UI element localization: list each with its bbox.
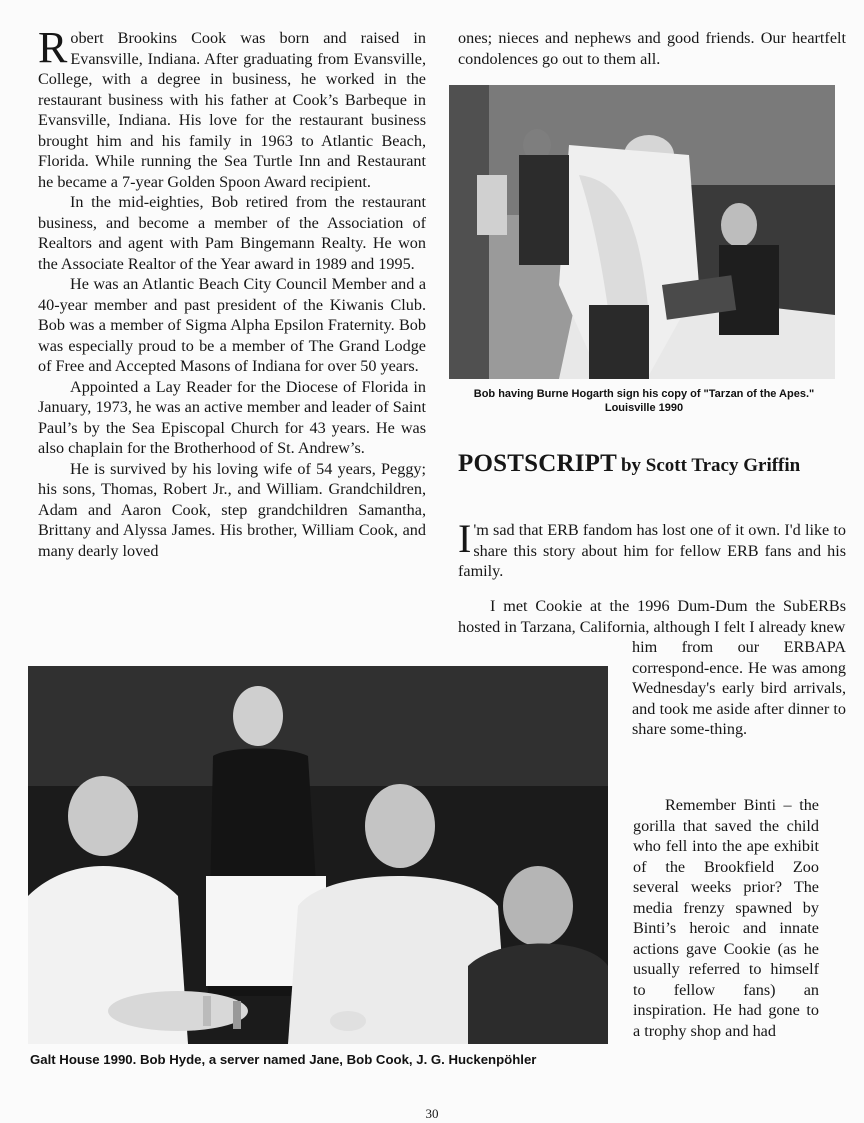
- drop-cap: I: [458, 516, 472, 561]
- postscript-byline: by Scott Tracy Griffin: [620, 455, 801, 476]
- photo-galt-house-group: [28, 666, 608, 1044]
- obituary-paragraph-3: He was an Atlantic Beach City Council Member and a 40-year member and past president of the Kiwanis Club. Bob was a member of Sigma Alpha Epsilon Fraternity. Bob was especially proud to be a member of The Grand Lodge of Free and Accepted Masons of Indiana for over 50 years.: [38, 275, 426, 375]
- photo-autograph-signing: [449, 85, 835, 379]
- page-number: 30: [425, 1106, 439, 1121]
- postscript-intro: I 'm sad that ERB fandom has lost one of it own. I'd like to share this story about him for fellow ERB fans and his family.: [458, 516, 846, 580]
- photo-caption-bottom: Galt House 1990. Bob Hyde, a server named Jane, Bob Cook, J. G. Huckenpöhler: [30, 1052, 537, 1067]
- obituary-paragraph-1: Robert Brookins Cook was born and raised in Evansville, Indiana. After graduating from Evansville, College, with a degree in business, he worked in the restaurant business with his father at Cook’s Barbeque in Evansville, Indiana. His love for the restaurant business brought him and his family in 1963 to Atlantic Beach, Florida. While running the Sea Turtle Inn and Restaurant he became a 7-year Golden Spoon Award recipient.: [38, 23, 426, 191]
- obituary-paragraph-2: In the mid-eighties, Bob retired from the restaurant business, and become a member of the Association of Realtors and agent with Pam Bingemann Realty. He won the Associate Realtor of the Year award in 1989 and 1995.: [38, 193, 426, 273]
- postscript-heading: [458, 450, 858, 478]
- obituary-paragraph-5: He is survived by his loving wife of 54 years, Peggy; his sons, Thomas, Robert Jr., and William. Grandchildren, Adam and Aaron Cook, step grandchildren Samantha, Brittany and Alyssa James. His brother, William Cook, and many dearly loved: [38, 459, 426, 560]
- drop-cap: R: [38, 23, 68, 72]
- postscript-title: POSTSCRIPT: [458, 450, 617, 477]
- obituary-continuation: [458, 28, 846, 69]
- postscript-binti-paragraph: Remember Binti – the gorilla that saved the child who fell into the ape exhibit of the Brookfield Zoo several weeks prior? The media frenzy spawned by Binti’s heroic and innate actions gave Cookie (as he usually referred to himself to fellow fans) an inspiration. He had gone to a trophy shop and had: [633, 796, 819, 1040]
- obituary-paragraph-5-continued: ones; nieces and nephews and good friends. Our heartfelt condolences go out to them all.: [458, 29, 846, 68]
- obituary-paragraph-4: Appointed a Lay Reader for the Diocese of Florida in January, 1973, he was an active member and leader of Saint Paul’s by the Sea Episcopal Church for 43 years. He was also chaplain for the Brotherhood of St. Andrew’s.: [38, 377, 426, 457]
- photo-caption-top: Bob having Burne Hogarth sign his copy of "Tarzan of the Apes." Louisville 1990: [473, 388, 815, 414]
- obituary-column: [38, 23, 426, 561]
- postscript-met-paragraph: I met Cookie at the 1996 Dum-Dum the SubERBs hosted in Tarzana, California, although I felt I already knew him from our ERBAPA correspond-ence. He was among Wednesday's early bird arrivals, and took me aside after dinner to share some-thing.: [458, 597, 846, 738]
